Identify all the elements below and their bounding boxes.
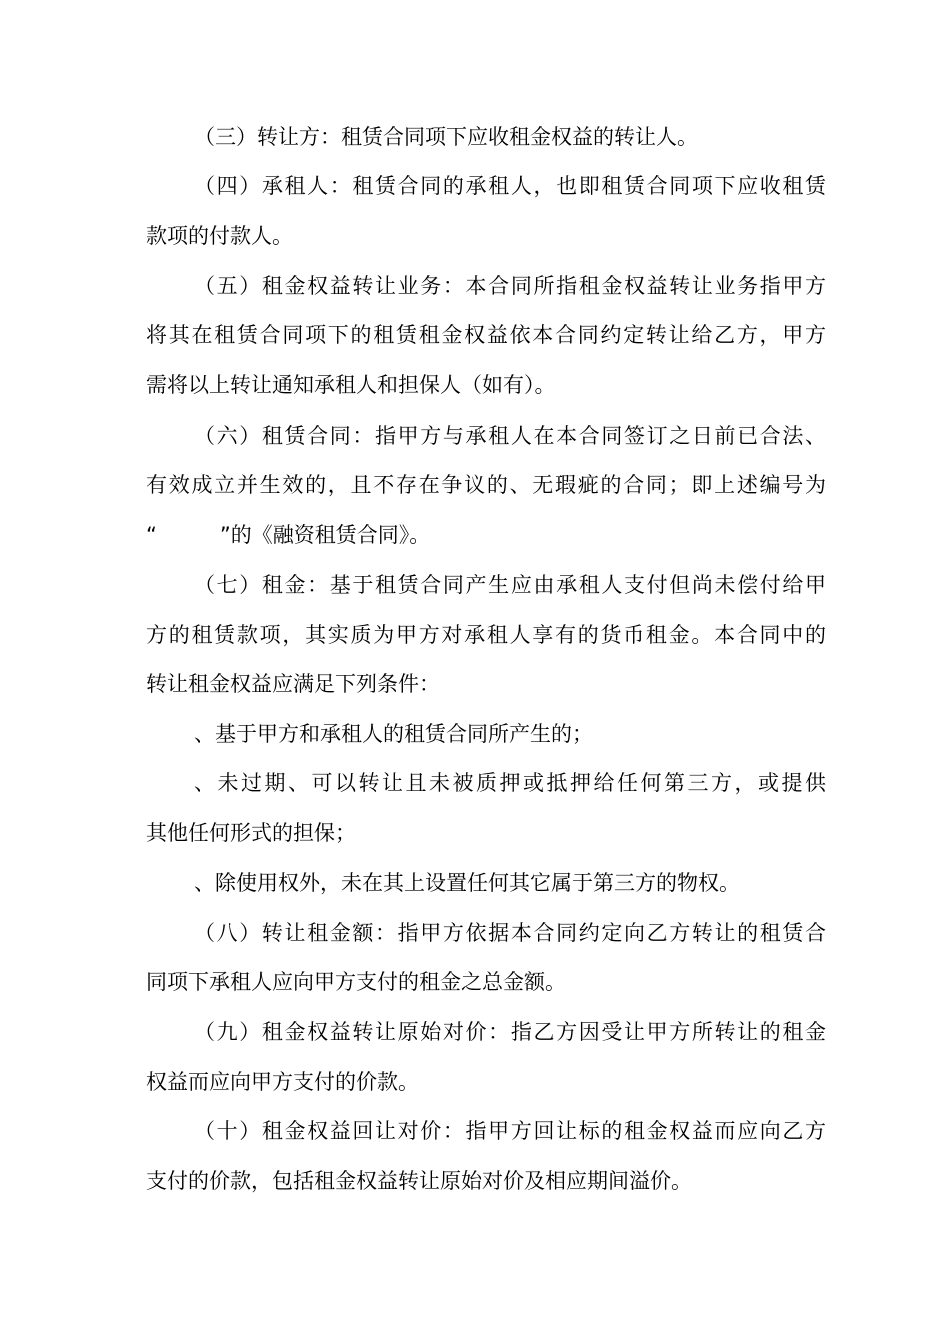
- text-line: （十）租金权益回让对价：指甲方回让标的租金权益而应向乙方: [194, 1119, 826, 1143]
- text-line: 支付的价款，包括租金权益转让原始对价及相应期间溢价。: [146, 1169, 692, 1193]
- text-line: 转让租金权益应满足下列条件：: [146, 672, 440, 696]
- text-line: 需将以上转让通知承租人和担保人（如有）。: [146, 373, 556, 397]
- text-line: 、未过期、可以转让且未被质押或抵押给任何第三方，或提供: [194, 771, 826, 795]
- text-line: （九）租金权益转让原始对价：指乙方因受让甲方所转让的租金: [194, 1020, 826, 1044]
- text-line: 款项的付款人。: [146, 224, 293, 248]
- text-line: （三）转让方：租赁合同项下应收租金权益的转让人。: [194, 125, 698, 149]
- text-line: 权益而应向甲方支付的价款。: [146, 1070, 419, 1094]
- text-line: （五）租金权益转让业务：本合同所指租金权益转让业务指甲方: [194, 274, 826, 298]
- text-line: 将其在租赁合同项下的租赁租金权益依本合同约定转让给乙方，甲方: [146, 323, 826, 347]
- text-line: 、基于甲方和承租人的租赁合同所产生的；: [194, 722, 593, 746]
- text-line: （七）租金：基于租赁合同产生应由承租人支付但尚未偿付给甲: [194, 573, 826, 597]
- text-line: 方的租赁款项，其实质为甲方对承租人享有的货币租金。本合同中的: [146, 623, 826, 647]
- text-line: “ ”的《融资租赁合同》。: [146, 523, 431, 547]
- text-line: （八）转让租金额：指甲方依据本合同约定向乙方转让的租赁合: [194, 921, 826, 945]
- text-line: 其他任何形式的担保；: [146, 821, 356, 845]
- text-line: 、除使用权外，未在其上设置任何其它属于第三方的物权。: [194, 871, 740, 895]
- text-line: （四）承租人：租赁合同的承租人，也即租赁合同项下应收租赁: [194, 174, 826, 198]
- text-line: 同项下承租人应向甲方支付的租金之总金额。: [146, 970, 566, 994]
- text-line: 有效成立并生效的，且不存在争议的、无瑕疵的合同；即上述编号为: [146, 473, 826, 497]
- text-line: （六）租赁合同：指甲方与承租人在本合同签订之日前已合法、: [194, 424, 826, 448]
